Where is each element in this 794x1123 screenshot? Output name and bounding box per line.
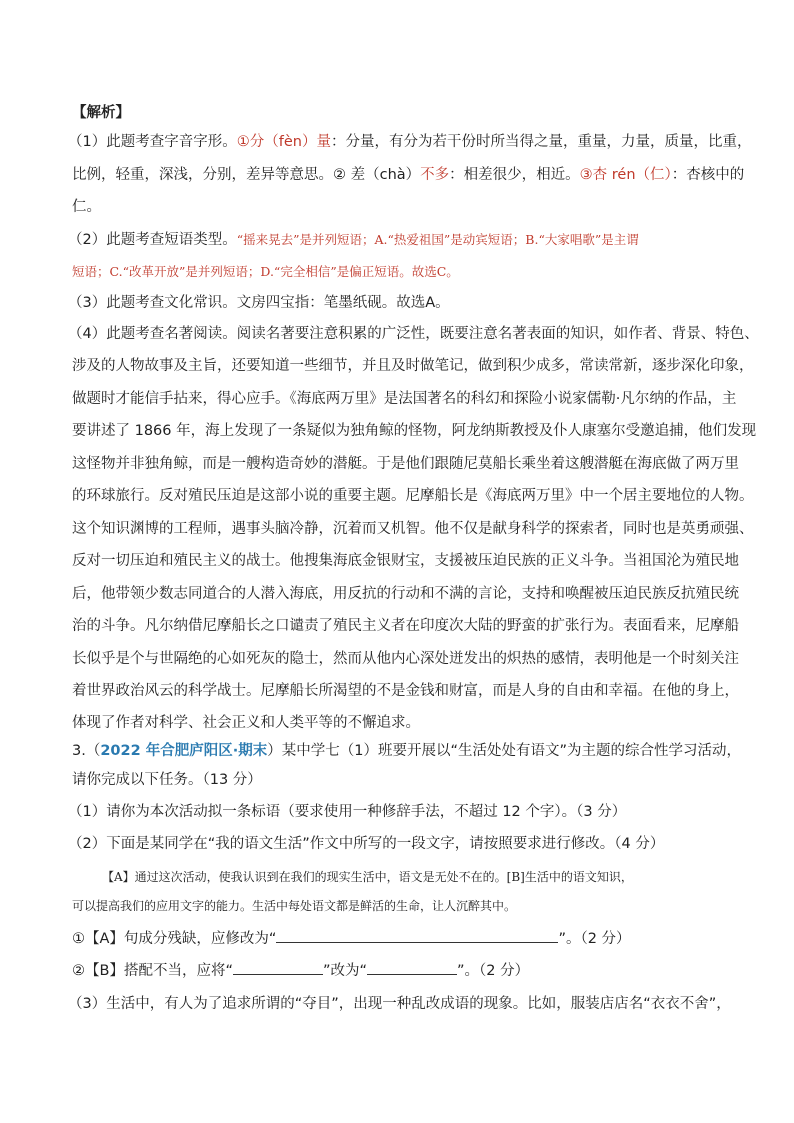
fix-b-suffix: ”。（2 分） <box>457 963 530 979</box>
analysis-heading: 【解析】 <box>72 105 130 121</box>
question-source: 2022 年合肥庐阳区·期末 <box>100 743 268 759</box>
passage-line2: 可以提高我们的应用文字的能力。生活中每处语文都是鲜活的生命，让人沉醉其中。 <box>72 899 517 913</box>
q1-highlight-3: ③杏 rén（仁） <box>579 167 672 183</box>
fix-a-suffix: ”。（2 分） <box>558 931 631 947</box>
q1-text-2: 比例，轻重，深浅，分别，差异等意思。② 差（chà） <box>72 167 421 183</box>
analysis-q1-line3: 仁。 <box>72 199 101 215</box>
analysis-q2-line2: 短语；C.“改革开放”是并列短语；D.“完全相信”是偏正短语。故选C。 <box>72 264 459 279</box>
fix-a-line <box>72 928 732 949</box>
fix-b-line <box>72 960 732 981</box>
q1-highlight-2: 不多 <box>420 167 450 183</box>
q1-highlight-1: ①分（fèn）量 <box>236 134 331 150</box>
analysis-q1-line1 <box>68 132 752 152</box>
analysis-q4-line: 这个知识渊博的工程师，遇事头脑冷静，沉着而又机智。他不仅是献身科学的探索者，同时也是英勇顽强、 <box>72 521 754 537</box>
analysis-q4-line: 长似乎是个与世隔绝的心如死灰的隐士，然而从他内心深处迸发出的炽热的感情，表明他是一个时刻关注 <box>72 651 739 667</box>
analysis-q4-line: 做题时才能信手拈来，得心应手。《海底两万里》是法国著名的科幻和探险小说家儒勒·凡尔纳的作品，主 <box>72 391 737 407</box>
analysis-q4-line: 着世界政治风云的科学战士。尼摩船长所渴望的不是金钱和财富，而是人身的自由和幸福。在他的身上， <box>72 683 739 699</box>
analysis-q4-line: 涉及的人物故事及主旨，还要知道一些细节，并且及时做笔记，做到积少成多，常读常新，逐步深化印象， <box>72 358 754 374</box>
q1-prefix: （1）此题考查字音字形。 <box>68 134 237 150</box>
analysis-q4-line: 这怪物并非独角鲸，而是一艘构造奇妙的潜艇。于是他们跟随尼莫船长乘坐着这艘潜艇在海底做了两万里 <box>72 456 739 472</box>
fix-b-original-blank[interactable] <box>233 960 323 975</box>
passage-line1: 【A】通过这次活动，使我认识到在我们的现实生活中，语文是无处不在的。[B]生活中的语文知识， <box>102 870 633 884</box>
analysis-q2-line1 <box>68 230 728 250</box>
q1-text-3: ：相差很少，相近。 <box>449 167 580 183</box>
q1-text-4: ：杏核中的 <box>671 167 745 183</box>
question3-sub1: （1）请你为本次活动拟一条标语（要求使用一种修辞手法，不超过 12 个字）。（3 分） <box>68 804 627 820</box>
analysis-q4-line: 要讲述了 1866 年，海上发现了一条疑似为独角鲸的怪物，阿龙纳斯教授及仆人康塞尔受邀追捕，他们发现 <box>72 423 757 439</box>
fix-a-prefix: ①【A】句成分残缺，应修改为“ <box>72 931 277 947</box>
analysis-q4-line: 反对一切压迫和殖民主义的战士。他搜集海底金银财宝，支援被压迫民族的正义斗争。当祖国沦为殖民地 <box>72 553 739 569</box>
analysis-q4-line: 治的斗争。凡尔纳借尼摩船长之口谴责了殖民主义者在印度次大陆的野蛮的扩张行为。表面看来，尼摩船 <box>72 618 739 634</box>
q2-highlight-1: “摇来晃去”是并列短语；A.“热爱祖国”是动宾短语；B.“大家唱歌”是主谓 <box>236 232 639 247</box>
analysis-q4-line: 体现了作者对科学、社会正义和人类平等的不懈追求。 <box>72 715 420 731</box>
question3-line2: 请你完成以下任务。（13 分） <box>72 772 262 788</box>
analysis-q4-line: 后，他带领少数志同道合的人潜入海底，用反抗的行动和不满的言论，支持和唤醒被压迫民族反抗殖民统 <box>72 586 739 602</box>
question3-line1 <box>72 741 742 761</box>
question-stem: ）某中学七（1）班要开展以“生活处处有语文”为主题的综合性学习活动， <box>267 743 742 759</box>
analysis-q1-line2 <box>72 165 745 185</box>
fix-a-answer-blank[interactable] <box>276 928 558 943</box>
analysis-q3: （3）此题考查文化常识。文房四宝指：笔墨纸砚。故选A。 <box>68 295 450 311</box>
question3-sub2: （2）下面是某同学在“我的语文生活”作文中所写的一段文字，请按照要求进行修改。（4 分） <box>68 836 665 852</box>
fix-b-mid: ”改为“ <box>322 963 367 979</box>
q1-text-1: ：分量，有分为若干份时所当得之量，重量，力量，质量，比重， <box>330 134 752 150</box>
fix-b-replacement-blank[interactable] <box>367 960 457 975</box>
analysis-q4-line: 的环球旅行。反对殖民压迫是这部小说的重要主题。尼摩船长是《海底两万里》中一个居主要地位的人物。 <box>72 488 754 504</box>
q2-prefix: （2）此题考查短语类型。 <box>68 232 237 248</box>
analysis-q4-line: （4）此题考查名著阅读。阅读名著要注意积累的广泛性，既要注意名著表面的知识，如作者、背景、特色、 <box>68 326 759 342</box>
fix-b-prefix: ②【B】搭配不当，应将“ <box>72 963 233 979</box>
question-number: 3.（ <box>72 743 101 759</box>
question3-sub3: （3）生活中，有人为了追求所谓的“夺目”，出现一种乱改成语的现象。比如，服装店店名“衣衣不舍”， <box>68 996 731 1012</box>
